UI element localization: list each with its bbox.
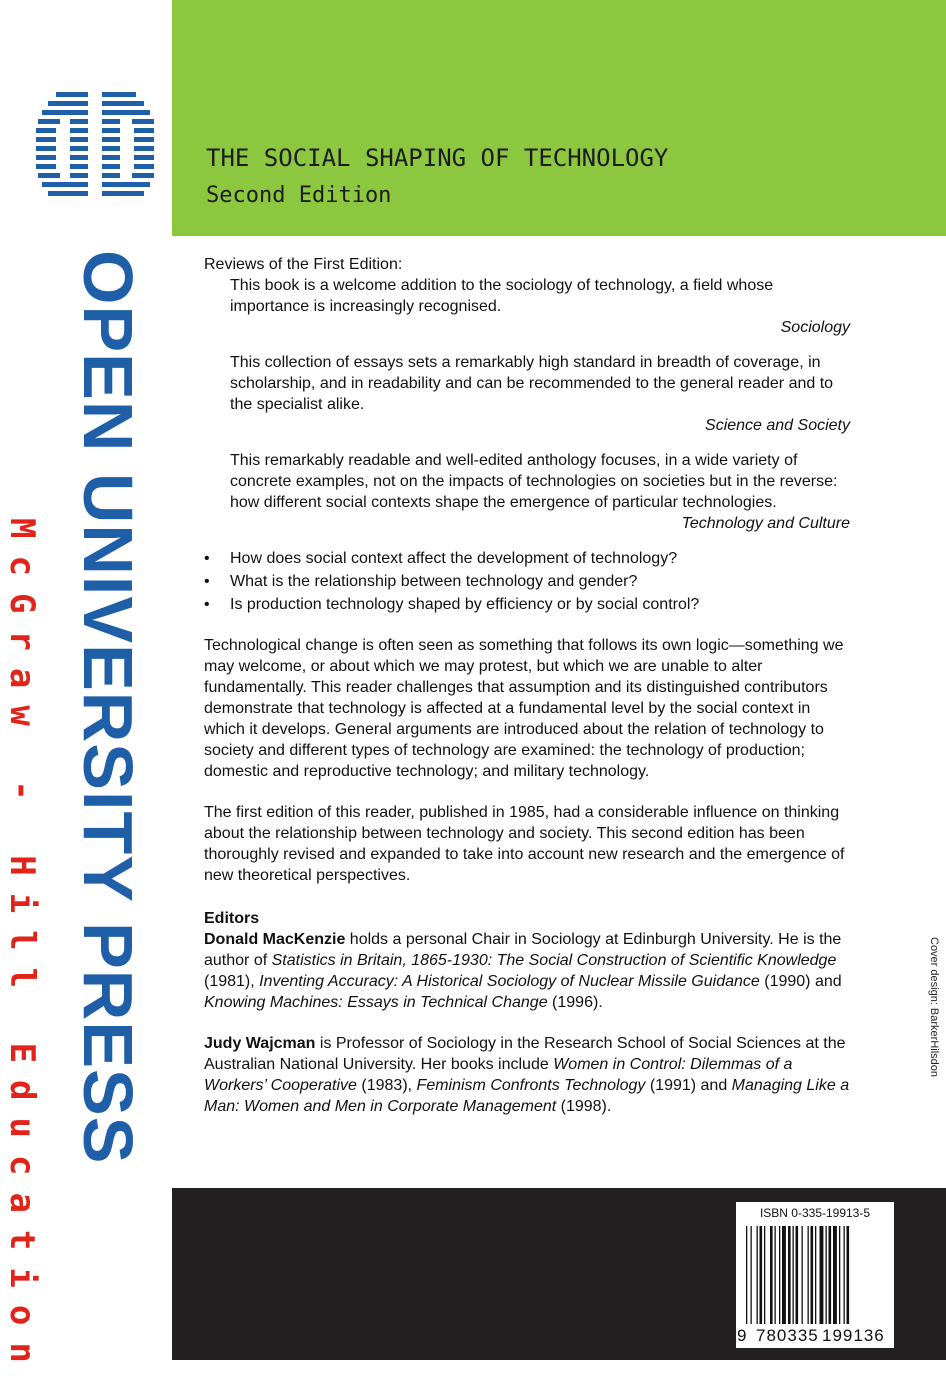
back-cover-text (204, 254, 850, 1137)
review-quote (230, 352, 850, 436)
editor-bio-wajcman (204, 1033, 850, 1117)
book-title-ref: Feminism Confronts Technology (416, 1077, 646, 1094)
review-source: Sociology (780, 319, 850, 336)
review-text: This book is a welcome addition to the sociology of technology, a field whose importance is increasingly recognised. (230, 277, 774, 315)
review-quote (230, 450, 850, 534)
list-item (204, 571, 850, 592)
imprint-name: McGraw - Hill Education (2, 518, 42, 1380)
barcode-bar (808, 1226, 809, 1324)
title-band (172, 0, 946, 236)
barcode-bar (820, 1226, 824, 1324)
barcode-bar (796, 1226, 799, 1324)
review-quote (230, 275, 850, 338)
barcode-bar (826, 1226, 827, 1324)
list-item-text: Is production technology shaped by efficiency or by social control? (230, 596, 700, 613)
barcode-bar (782, 1226, 786, 1324)
isbn-label: ISBN 0-335-19913-5 (759, 1206, 871, 1220)
barcode-bar (802, 1226, 803, 1324)
bio-text: (1981), (204, 973, 260, 990)
barcode-icon (736, 1224, 894, 1328)
editors-heading: Editors (204, 910, 260, 927)
editor-name: Judy Wajcman (204, 1035, 316, 1052)
book-title-ref: Women in Control: Dilemmas of a Workers’ Cooperative (204, 1056, 793, 1094)
barcode-digits: 199136 (822, 1326, 885, 1345)
book-title-ref: Managing Like a Man: Women and Men in Corporate Management (204, 1077, 850, 1115)
editor-bio-mackenzie (204, 929, 850, 1013)
barcode-bar (793, 1226, 794, 1324)
book-title: THE SOCIAL SHAPING OF TECHNOLOGY (206, 144, 669, 172)
barcode-bar (746, 1226, 747, 1324)
reviews-heading: Reviews of the First Edition: (204, 256, 403, 273)
bullet-icon: • (204, 596, 210, 613)
barcode-bar (764, 1226, 765, 1324)
review-text: This remarkably readable and well-edited anthology focuses, in a wide variety of concrete examples, not on the impacts of technologies on societies but in the reverse: how different social contexts shape the emergence of particular technologies. (230, 452, 838, 511)
barcode-bar (829, 1226, 832, 1324)
barcode-bar (811, 1226, 814, 1324)
barcode-bar (815, 1226, 816, 1324)
bullet-icon: • (204, 573, 210, 590)
barcode-bar (775, 1226, 776, 1324)
review-text: This collection of essays sets a remarkably high standard in breadth of coverage, in scholarship, and in readability and can be recommended to the general reader and to the specialist alike. (230, 354, 834, 413)
barcode-bar (844, 1226, 845, 1324)
list-item-text: How does social context affect the development of technology? (230, 550, 678, 567)
list-item (204, 548, 850, 569)
barcode-digits: 780335 (756, 1326, 819, 1345)
description-paragraph: The first edition of this reader, published in 1985, had a considerable influence on thinking about the relationship between technology and society. This second edition has been thoroughly revised and expanded to take into account new research and the emergence of new theoretical perspectives. (204, 804, 845, 884)
review-source: Science and Society (705, 417, 850, 434)
bio-text: (1991) and (645, 1077, 732, 1094)
publisher-band (0, 0, 172, 1380)
bio-text: (1983), (356, 1077, 417, 1094)
barcode-digit: 9 (737, 1326, 747, 1345)
barcode-bar (847, 1226, 850, 1324)
barcode-bar (779, 1226, 780, 1324)
bio-text: (1990) and (759, 973, 842, 990)
list-item (204, 594, 850, 615)
publisher-name: OPEN UNIVERSITY PRESS (69, 250, 147, 1165)
book-title-ref: Statistics in Britain, 1865-1930: The Social Construction of Scientific Knowledge (271, 952, 837, 969)
book-edition: Second Edition (206, 183, 392, 208)
list-item-text: What is the relationship between technology and gender? (230, 573, 638, 590)
book-title-ref: Knowing Machines: Essays in Technical Change (204, 994, 548, 1011)
review-source: Technology and Culture (681, 515, 850, 532)
editor-name: Donald MacKenzie (204, 931, 346, 948)
bio-text: (1996). (547, 994, 603, 1011)
open-university-logo (36, 92, 156, 202)
barcode-box (736, 1202, 894, 1348)
bio-text: holds a personal Chair in Sociology at Edinburgh University. He is the author of (204, 931, 842, 969)
book-title-ref: Inventing Accuracy: A Historical Sociology of Nuclear Missile Guidance (259, 973, 760, 990)
cover-design-credit: Cover design: BarkerHilsdon (928, 937, 940, 1078)
key-questions-list (204, 548, 850, 615)
barcode-bar (770, 1226, 773, 1324)
bio-text: (1998). (556, 1098, 612, 1115)
barcode-bar (788, 1226, 791, 1324)
description-paragraph: Technological change is often seen as something that follows its own logic—something we may welcome, or about which we may protest, but which we are unable to alter fundamentally. This reader challenges that assumption and its distinguished contributors demonstrate that technology is affected at a fundamental level by the social context in which it develops. General arguments are introduced about the relation of technology to society and different types of technology are examined: the technology of production; domestic and reproductive technology; and military technology. (204, 637, 844, 780)
barcode-bar (833, 1226, 837, 1324)
bullet-icon: • (204, 550, 210, 567)
barcode-bar (760, 1226, 763, 1324)
barcode-bar (839, 1226, 840, 1324)
barcode-bar (757, 1226, 758, 1324)
bio-text: is Professor of Sociology in the Research School of Social Sciences at the Australian National University. Her books include (204, 1035, 846, 1073)
barcode-bar (751, 1226, 752, 1324)
barcode-number (736, 1326, 894, 1346)
